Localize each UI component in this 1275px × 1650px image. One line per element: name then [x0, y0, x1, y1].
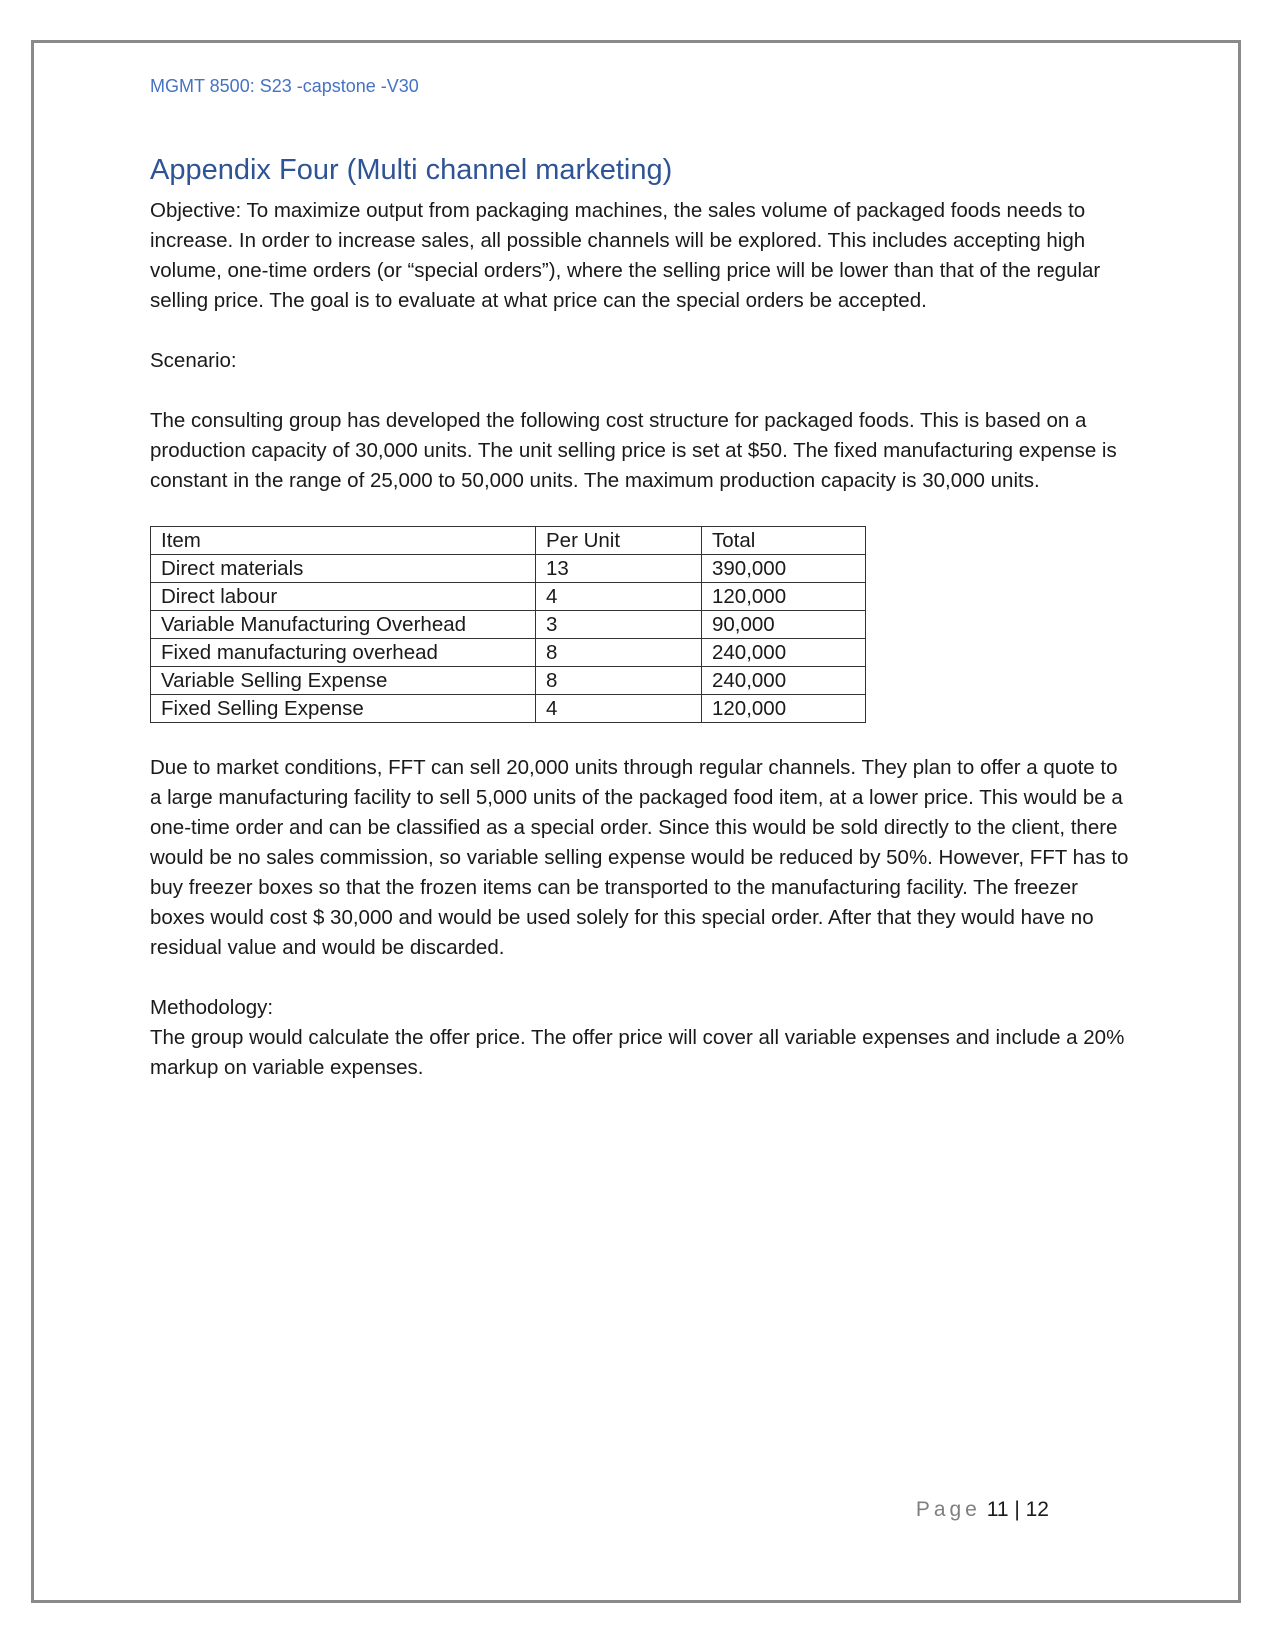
table-cell: 120,000: [702, 582, 866, 610]
table-cell: 13: [536, 554, 702, 582]
table-header-cell: Total: [702, 526, 866, 554]
appendix-heading: Appendix Four (Multi channel marketing): [150, 154, 673, 186]
table-cell: 4: [536, 582, 702, 610]
table-header-cell: Item: [151, 526, 536, 554]
table-cell: 8: [536, 638, 702, 666]
table-cell: 120,000: [702, 694, 866, 722]
table-cell: Direct labour: [151, 582, 536, 610]
market-conditions-paragraph: Due to market conditions, FFT can sell 20,000 units through regular channels. They plan to offer a quote to a large manufacturing facility to sell 5,000 units of the packaged food item, at a lower price. This would be a one-time order and can be classified as a special order. Since this would be sold directly to the client, there would be no sales commission, so variable selling expense would be reduced by 50%. However, FFT has to buy freezer boxes so that the frozen items can be transported to the manufacturing facility. The freezer boxes would cost $ 30,000 and would be used solely for this special order. After that they would have no residual value and would be discarded.: [150, 755, 1129, 959]
table-cell: 390,000: [702, 554, 866, 582]
table-cell: Variable Manufacturing Overhead: [151, 610, 536, 638]
table-row: [151, 666, 866, 694]
table-header-cell: Per Unit: [536, 526, 702, 554]
page-footer: [916, 1498, 1049, 1522]
table-cell: Direct materials: [151, 554, 536, 582]
table-cell: 3: [536, 610, 702, 638]
scenario-paragraph: The consulting group has developed the following cost structure for packaged foods. This is based on a production capacity of 30,000 units. The unit selling price is set at $50. The fixed manufacturing expense is constant in the range of 25,000 to 50,000 units. The maximum production capacity is 30,000 units.: [150, 408, 1117, 492]
methodology-label: Methodology:: [150, 995, 274, 1019]
cost-structure-table: [150, 526, 866, 723]
page-label: Page: [915, 1498, 981, 1521]
page-number: 11 | 12: [986, 1498, 1049, 1521]
table-row: [151, 582, 866, 610]
table-header-row: [151, 526, 866, 554]
scenario-label: Scenario:: [150, 348, 237, 372]
table-cell: 90,000: [702, 610, 866, 638]
table-cell: 240,000: [702, 638, 866, 666]
objective-paragraph: Objective: To maximize output from packaging machines, the sales volume of packaged foods needs to increase. In order to increase sales, all possible channels will be explored. This includes accepting high volume, one-time orders (or “special orders”), where the selling price will be lower than that of the regular selling price. The goal is to evaluate at what price can the special orders be accepted.: [150, 198, 1101, 312]
table-cell: 240,000: [702, 666, 866, 694]
table-row: [151, 554, 866, 582]
table-cell: 8: [536, 666, 702, 694]
methodology-paragraph: The group would calculate the offer price. The offer price will cover all variable expenses and include a 20% markup on variable expenses.: [150, 1025, 1125, 1079]
page-content: [150, 152, 1130, 1083]
table-cell: Variable Selling Expense: [151, 666, 536, 694]
document-header: MGMT 8500: S23 -capstone -V30: [150, 76, 419, 96]
table-cell: 4: [536, 694, 702, 722]
table-cell: Fixed Selling Expense: [151, 694, 536, 722]
table-cell: Fixed manufacturing overhead: [151, 638, 536, 666]
table-row: [151, 638, 866, 666]
table-row: [151, 694, 866, 722]
table-row: [151, 610, 866, 638]
